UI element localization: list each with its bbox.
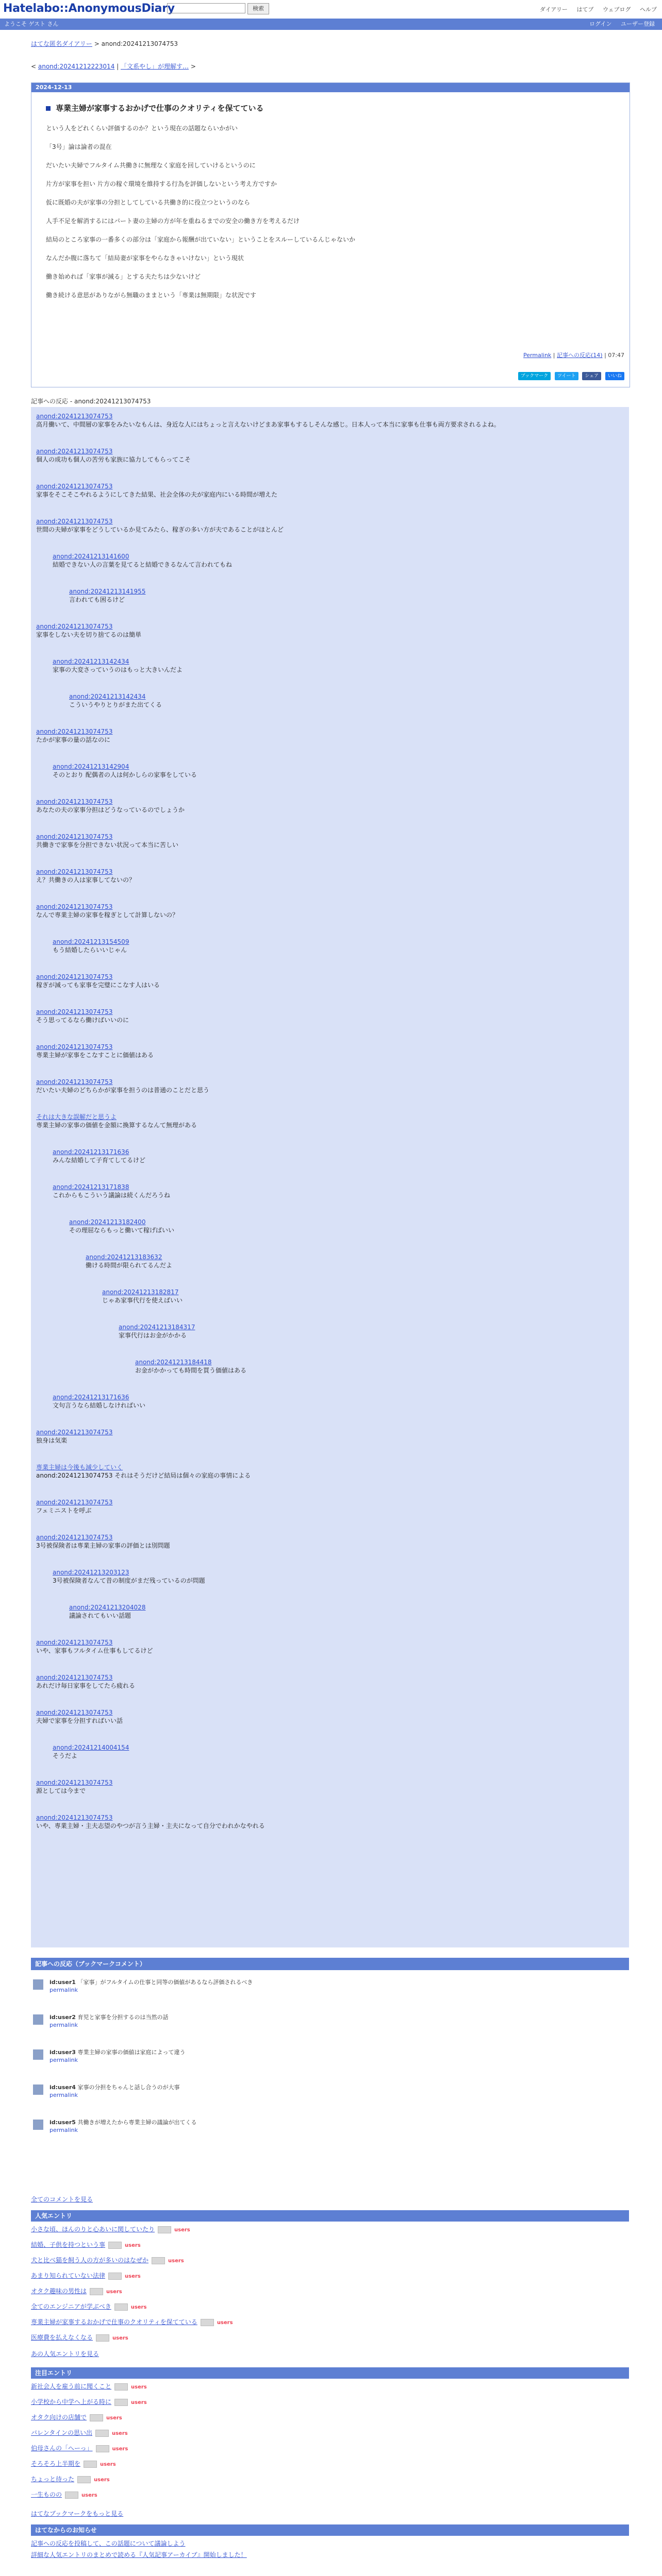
response-id-link[interactable]: anond:20241213074753 bbox=[36, 448, 113, 455]
response-text: いや、専業主婦・主夫志望のやつが言う主婦・主夫になって自分でわれかなやれる bbox=[36, 1822, 265, 1829]
bookmark-comment bbox=[31, 2119, 629, 2134]
entry-paragraph: 働き始めれば「家事が減る」とする夫たちは少ないけど bbox=[46, 273, 201, 280]
response-text: 3号被保険者は専業主婦の家事の評価とは別問題 bbox=[36, 1542, 170, 1549]
response-item bbox=[53, 938, 619, 954]
response-item bbox=[36, 1673, 619, 1690]
response-id-link[interactable]: 専業主婦は今後も減少していく bbox=[36, 1464, 123, 1471]
response-id-link[interactable]: anond:20241213184418 bbox=[135, 1359, 212, 1366]
popular-item[interactable] bbox=[31, 2317, 629, 2328]
response-item bbox=[53, 1148, 619, 1164]
response-id-link[interactable]: anond:20241213074753 bbox=[36, 1534, 113, 1541]
response-id-link[interactable]: anond:20241213182817 bbox=[102, 1289, 179, 1296]
response-id-link[interactable]: anond:20241213074753 bbox=[36, 798, 113, 805]
users-count[interactable]: users bbox=[81, 2493, 97, 2498]
response-item bbox=[36, 1814, 619, 1830]
response-id-link[interactable]: anond:20241213074753 bbox=[36, 868, 113, 875]
bookmarks-more-text[interactable]: 全てのコメントを見る bbox=[31, 2196, 93, 2203]
response-id-link[interactable]: anond:20241213154509 bbox=[53, 938, 129, 945]
response-id-link[interactable]: anond:20241213142904 bbox=[53, 763, 129, 770]
response-text: 働ける時間が限られてるんだよ bbox=[86, 1262, 173, 1269]
bookmark-comment bbox=[31, 2083, 629, 2099]
notable-item[interactable] bbox=[31, 2413, 629, 2423]
bookmark-user[interactable]: id:user3 bbox=[49, 2049, 76, 2056]
about-header: はてなからのお知らせ bbox=[31, 2524, 629, 2536]
response-text: 結婚できない人の言葉を見てると結婚できるなんて言われてもね bbox=[53, 561, 233, 568]
tweet-button[interactable]: ツイート bbox=[555, 372, 578, 380]
response-text: 言われても困るけど bbox=[69, 596, 125, 603]
response-item bbox=[86, 1253, 619, 1269]
response-item bbox=[36, 903, 619, 919]
response-item bbox=[36, 1428, 619, 1445]
response-id-link[interactable]: anond:20241213074753 bbox=[36, 728, 113, 735]
response-text: これからもこういう議論は続くんだろうね bbox=[53, 1192, 171, 1199]
response-id-link[interactable]: anond:20241213141600 bbox=[53, 553, 129, 560]
breadcrumb-current: anond:20241213074753 bbox=[101, 40, 178, 47]
response-text: 家事をしない夫を切り捨てるのは簡単 bbox=[36, 631, 142, 638]
avatar[interactable] bbox=[33, 2014, 43, 2025]
avatar[interactable] bbox=[33, 2084, 43, 2095]
response-text: 世間の夫婦が家事をどうしているか見てみたら、稼ぎの多い方が夫であることがほとんど bbox=[36, 526, 284, 533]
notable-item-title[interactable]: そろそろ上半期を bbox=[31, 2460, 81, 2467]
top-links bbox=[533, 5, 657, 13]
bookmark-count-icon bbox=[95, 2430, 109, 2437]
users-count[interactable]: users bbox=[111, 2431, 128, 2436]
response-id-link[interactable]: anond:20241213074753 bbox=[36, 483, 113, 490]
response-text: そのとおり 配偶者の人は何かしらの家事をしている bbox=[53, 771, 197, 778]
response-text: 専業主婦の家事の価値を金額に換算するなんて無理がある bbox=[36, 1122, 197, 1129]
response-item bbox=[36, 1113, 619, 1129]
notable-header: 注目エントリ bbox=[31, 2367, 629, 2379]
response-text: え？共働きの人は家事してないの？ bbox=[36, 876, 136, 884]
facebook-share-button[interactable]: シェア bbox=[582, 372, 601, 380]
response-text: もう結婚したらいいじゃん bbox=[53, 946, 127, 954]
bookmark-comment bbox=[31, 2013, 629, 2029]
response-id-link[interactable]: anond:20241213171838 bbox=[53, 1183, 129, 1191]
users-count[interactable]: users bbox=[100, 2462, 116, 2467]
response-item bbox=[36, 1533, 619, 1550]
response-text: 夫婦で家事を分担すればいい話 bbox=[36, 1717, 123, 1724]
entry-box bbox=[31, 82, 630, 387]
entry-paragraph: 仮に既婚の夫が家事の分担としてしている共働き的に役立つというのなら bbox=[46, 199, 251, 206]
response-text: 家事をそこそこやれるようにしてきた結果、社会全体の夫が家庭内にいる時間が増えた bbox=[36, 491, 278, 498]
like-button[interactable]: いいね bbox=[605, 372, 624, 380]
users-count[interactable]: users bbox=[174, 2227, 190, 2233]
popular-item[interactable] bbox=[31, 2240, 629, 2250]
notable-more-text[interactable]: はてなブックマークをもっと見る bbox=[31, 2510, 124, 2517]
search-input[interactable] bbox=[167, 3, 245, 13]
response-text: 稼ぎが減っても家事を完璧にこなす人はいる bbox=[36, 981, 160, 989]
responses-area bbox=[31, 407, 629, 1947]
notable-item-title[interactable]: 一生ものの bbox=[31, 2491, 62, 2498]
entry-paragraph: だいたい夫婦でフルタイム共働きに無理なく家庭を回していけるというのに bbox=[46, 162, 256, 169]
response-item bbox=[53, 1743, 619, 1760]
response-item bbox=[36, 1008, 619, 1024]
popular-item-title[interactable]: 専業主婦が家事するおかげで仕事のクオリティを保てている bbox=[31, 2318, 197, 2326]
response-id-link[interactable]: anond:20241213182400 bbox=[69, 1218, 146, 1226]
about-item[interactable] bbox=[31, 2550, 629, 2560]
users-count[interactable]: users bbox=[131, 2384, 147, 2390]
bookmark-permalink[interactable]: permalink bbox=[49, 2022, 78, 2028]
welcome-text: ようこそ ゲスト さん bbox=[4, 21, 59, 27]
response-id-link[interactable]: anond:20241214004154 bbox=[53, 1744, 129, 1751]
response-id-link[interactable]: anond:20241213074753 bbox=[36, 1043, 113, 1050]
response-text: いや、家事もフルタイム仕事もしてるけど bbox=[36, 1647, 153, 1654]
about-item[interactable] bbox=[31, 2539, 629, 2548]
users-count[interactable]: users bbox=[112, 2335, 128, 2341]
response-item bbox=[69, 1218, 619, 1234]
response-text: たかが家事の量の話なのに bbox=[36, 736, 111, 743]
response-item bbox=[53, 762, 619, 779]
response-text: 源としては今まで bbox=[36, 1787, 86, 1794]
response-id-link[interactable]: anond:20241213203123 bbox=[53, 1569, 129, 1576]
avatar[interactable] bbox=[33, 1979, 43, 1990]
bookmark-count-icon bbox=[114, 2399, 128, 2406]
notable-item-title[interactable]: オタク向けの店舗で bbox=[31, 2414, 87, 2421]
breadcrumb: はてな匿名ダイアリー > anond:20241213074753 bbox=[31, 40, 178, 47]
next-entry-link[interactable]: 「文系やし」が理解す… bbox=[121, 63, 189, 70]
nav-bar bbox=[0, 19, 662, 30]
top-header bbox=[0, 0, 662, 18]
response-item bbox=[119, 1323, 619, 1340]
avatar[interactable] bbox=[33, 2120, 43, 2130]
bookmark-user[interactable]: id:user4 bbox=[49, 2084, 76, 2091]
response-text: だいたい夫婦のどちらかが家事を担うのは普通のことだと思う bbox=[36, 1087, 210, 1094]
popular-item-title[interactable]: 小さな頃、ほんのりと心あいに関していたり bbox=[31, 2226, 155, 2233]
response-item bbox=[36, 447, 619, 464]
bookmark-count-icon bbox=[114, 2383, 128, 2391]
response-text: 共働きで家事を分担できない状況って本当に苦しい bbox=[36, 841, 179, 849]
response-id-link[interactable]: anond:20241213142434 bbox=[69, 693, 146, 700]
response-text: 個人の成功も個人の苦労も家族に協力してもらってこそ bbox=[36, 456, 191, 463]
response-id-link[interactable]: anond:20241213074753 bbox=[36, 833, 113, 840]
response-text: 文句言うなら結婚しなければいい bbox=[53, 1402, 146, 1409]
bookmark-user[interactable]: id:user2 bbox=[49, 2014, 76, 2021]
entry-body bbox=[31, 113, 630, 300]
response-text: 議論されてもいい話題 bbox=[69, 1612, 131, 1619]
entry-paragraph: という人をどれくらい評価するのか？という現在の話題ならいかがい bbox=[46, 125, 238, 132]
popular-item-title[interactable]: 結婚、子供を持つという事 bbox=[31, 2241, 106, 2248]
entry-paragraph: 片方が家事を担い 片方の稼ぐ環境を維持する行為を評価しないという考え方ですか bbox=[46, 180, 277, 188]
response-id-link[interactable]: anond:20241213184317 bbox=[119, 1324, 195, 1331]
entry-title-text: 専業主婦が家事するおかげで仕事のクオリティを保てている bbox=[56, 104, 264, 113]
bookmark-text: 「家事」がフルタイムの仕事と同等の価値があるなら評価されるべき bbox=[77, 1979, 253, 1986]
bookmark-count-icon bbox=[90, 2288, 103, 2295]
response-text: フェミニストを呼ぶ bbox=[36, 1507, 92, 1514]
notable-item[interactable] bbox=[31, 2428, 629, 2438]
response-item bbox=[36, 1043, 619, 1059]
popular-item[interactable] bbox=[31, 2302, 629, 2312]
bookmark-count-icon bbox=[108, 2273, 122, 2280]
entry-paragraph: 人手不足を解消するにはパート妻の主婦の方が年を重ねるまでの安全の働き方を考えるだけ bbox=[46, 217, 300, 225]
bookmark-text: 育児と家事を分担するのは当然の話 bbox=[77, 2014, 169, 2021]
notable-item-title[interactable]: 小学校から中学へ上がる時に bbox=[31, 2398, 112, 2405]
response-text: こういうやりとりがまた出てくる bbox=[69, 701, 162, 708]
responses-header: 記事への反応 - anond:20241213074753 bbox=[31, 398, 151, 405]
response-id-link[interactable]: anond:20241213171636 bbox=[53, 1148, 129, 1156]
response-item bbox=[53, 1393, 619, 1410]
bookmark-count-icon bbox=[201, 2319, 214, 2326]
bookmark-permalink[interactable]: permalink bbox=[49, 2127, 78, 2133]
response-id-link[interactable]: anond:20241213074753 bbox=[36, 413, 113, 420]
top-link-diary[interactable]: ダイアリー bbox=[539, 6, 568, 13]
bookmark-count-icon bbox=[96, 2445, 109, 2452]
bookmark-text: 専業主婦の家事の価値は家庭によって違う bbox=[77, 2049, 186, 2056]
bookmark-count-icon bbox=[114, 2303, 128, 2311]
response-id-link[interactable]: anond:20241213183632 bbox=[86, 1253, 162, 1261]
response-text: なんで専業主婦の家事を稼ぎとして計算しないの？ bbox=[36, 911, 179, 919]
response-text: 家事代行はお金がかかる bbox=[119, 1332, 187, 1339]
response-id-link[interactable]: anond:20241213074753 bbox=[36, 1429, 113, 1436]
response-id-link[interactable]: anond:20241213074753 bbox=[36, 1499, 113, 1506]
response-id-link[interactable]: anond:20241213074753 bbox=[36, 1078, 113, 1086]
response-item bbox=[36, 868, 619, 884]
response-item bbox=[69, 692, 619, 709]
entry-pager: < anond:20241212223014 | 「文系やし」が理解す… > bbox=[31, 63, 196, 70]
users-count[interactable]: users bbox=[125, 2243, 141, 2248]
response-item bbox=[36, 1778, 619, 1795]
popular-more-link[interactable] bbox=[31, 2349, 99, 2358]
popular-header: 人気エントリ bbox=[31, 2210, 629, 2222]
response-item bbox=[69, 1603, 619, 1620]
response-item bbox=[36, 1498, 619, 1515]
response-text: anond:20241213074753 それはそうだけど結局は個々の家庭の事情による bbox=[36, 1472, 251, 1479]
entry-title[interactable] bbox=[31, 92, 630, 113]
bookmark-comment bbox=[31, 1978, 629, 1994]
popular-item[interactable] bbox=[31, 2333, 629, 2343]
popular-more-text[interactable]: あの人気エントリを見る bbox=[31, 2350, 100, 2358]
response-item bbox=[53, 657, 619, 674]
response-text: 3号被保険者なんて昔の制度がまだ残っているのが問題 bbox=[53, 1577, 205, 1584]
notable-item-title[interactable]: バレンタインの思い出 bbox=[31, 2429, 92, 2436]
response-text: その理屈ならもっと働いて稼げばいい bbox=[69, 1227, 175, 1234]
users-count[interactable]: users bbox=[112, 2446, 128, 2452]
about-item-text[interactable]: 記事への反応を投稿して、この話題について議論しよう bbox=[31, 2540, 186, 2547]
users-count[interactable]: users bbox=[217, 2320, 233, 2326]
bookmark-count-icon bbox=[77, 2476, 91, 2483]
bookmarks-header: 記事への反応（ブックマークコメント） bbox=[31, 1958, 629, 1970]
notable-item[interactable] bbox=[31, 2459, 629, 2469]
popular-item-title[interactable]: 医療費を払えなくなる bbox=[31, 2334, 93, 2341]
top-link-weblog[interactable]: ウェブログ bbox=[602, 6, 631, 13]
notable-item[interactable] bbox=[31, 2397, 629, 2408]
response-item bbox=[36, 517, 619, 534]
avatar[interactable] bbox=[33, 2049, 43, 2060]
response-id-link[interactable]: anond:20241213074753 bbox=[36, 1779, 113, 1786]
permalink[interactable]: Permalink bbox=[523, 352, 552, 359]
search-button[interactable]: 検索 bbox=[247, 3, 269, 14]
bookmark-count-icon bbox=[108, 2242, 122, 2249]
response-text: 独身は気楽 bbox=[36, 1437, 68, 1444]
response-id-link[interactable]: anond:20241213074753 bbox=[36, 1674, 113, 1681]
popular-item-title[interactable]: 全てのエンジニアが学ぶべき bbox=[31, 2303, 111, 2310]
signup-link[interactable]: ユーザー登録 bbox=[621, 21, 655, 27]
response-text: 専業主婦が家事をこなすことに価値はある bbox=[36, 1052, 154, 1059]
response-text: あなたの夫の家事分担はどうなっているのでしょうか bbox=[36, 806, 185, 814]
popular-item[interactable] bbox=[31, 2286, 629, 2297]
share-buttons bbox=[516, 371, 624, 380]
bookmark-count-icon bbox=[84, 2461, 97, 2468]
entry-paragraph: 働き続ける意思がありながら無職のままという「専業は無期限」な状況です bbox=[46, 292, 257, 299]
response-item bbox=[102, 1288, 619, 1304]
response-item bbox=[36, 1638, 619, 1655]
response-item bbox=[53, 552, 619, 569]
notable-item-title[interactable]: ちょっと待った bbox=[31, 2476, 75, 2483]
bookmark-permalink[interactable]: permalink bbox=[49, 1987, 78, 1993]
response-item bbox=[69, 587, 619, 604]
response-item bbox=[53, 1183, 619, 1199]
response-id-link[interactable]: anond:20241213204028 bbox=[69, 1604, 146, 1611]
prev-entry-link[interactable]: anond:20241212223014 bbox=[38, 63, 115, 70]
popular-item[interactable] bbox=[31, 2256, 629, 2266]
breadcrumb-top[interactable]: はてな匿名ダイアリー bbox=[31, 40, 92, 47]
login-link[interactable]: ログイン bbox=[589, 21, 612, 27]
notable-item[interactable] bbox=[31, 2382, 629, 2392]
bookmark-count-icon bbox=[90, 2414, 103, 2421]
popular-item-title[interactable]: 犬と比べ猫を飼う人の方が多いのはなぜか bbox=[31, 2257, 149, 2264]
bookmark-permalink[interactable]: permalink bbox=[49, 2092, 78, 2098]
response-text: そうだよ bbox=[53, 1752, 78, 1759]
popular-item-title[interactable]: あまり知られていない法律 bbox=[31, 2272, 106, 2279]
response-id-link[interactable]: anond:20241213074753 bbox=[36, 903, 113, 910]
response-text: じゃあ家事代行を使えばいい bbox=[102, 1297, 183, 1304]
response-item bbox=[53, 1568, 619, 1585]
response-id-link[interactable]: anond:20241213074753 bbox=[36, 973, 113, 980]
popular-item[interactable] bbox=[31, 2225, 629, 2235]
top-link-help[interactable]: ヘルプ bbox=[640, 6, 657, 13]
users-count[interactable]: users bbox=[131, 2400, 147, 2405]
users-count[interactable]: users bbox=[130, 2304, 147, 2310]
bookmark-count-icon bbox=[152, 2257, 165, 2264]
response-id-link[interactable]: anond:20241213074753 bbox=[36, 1709, 113, 1716]
bookmark-count-icon bbox=[65, 2492, 78, 2499]
response-text: お金がかかっても時間を買う価値はある bbox=[135, 1367, 247, 1374]
entry-time: 07:47 bbox=[608, 352, 624, 359]
response-id-link[interactable]: anond:20241213142434 bbox=[53, 658, 129, 665]
popular-item[interactable] bbox=[31, 2271, 629, 2281]
bookmark-text: 家事の分担をちゃんと話し合うのが大事 bbox=[77, 2084, 180, 2091]
users-count[interactable]: users bbox=[106, 2415, 122, 2421]
response-id-link[interactable]: anond:20241213141955 bbox=[69, 588, 146, 595]
popular-item-title[interactable]: オタク趣味の男性は bbox=[31, 2287, 87, 2295]
response-item bbox=[36, 727, 619, 744]
response-item bbox=[36, 1078, 619, 1094]
response-item bbox=[36, 798, 619, 814]
bookmark-count-icon bbox=[158, 2226, 171, 2233]
users-count[interactable]: users bbox=[106, 2289, 122, 2295]
responses-link[interactable]: 記事への反応(14) bbox=[557, 352, 603, 359]
response-item bbox=[36, 1708, 619, 1725]
response-item bbox=[36, 973, 619, 989]
response-id-link[interactable]: anond:20241213074753 bbox=[36, 1814, 113, 1821]
bookmarks-more-link[interactable] bbox=[31, 2195, 93, 2204]
response-text: あれだけ毎日家事をしてたら疲れる bbox=[36, 1682, 136, 1689]
notable-item[interactable] bbox=[31, 2475, 629, 2485]
notable-item[interactable] bbox=[31, 2444, 629, 2454]
response-text: 高月働いて、中間層の家事をみたいなもんは、身近な人にはちょっと言えないけどまあ家事もするしそんな感じ。日本人って本当に家事も仕事も両方要求されるよね。 bbox=[36, 421, 500, 428]
response-item bbox=[36, 833, 619, 849]
users-count[interactable]: users bbox=[125, 2274, 141, 2279]
response-id-link[interactable]: それは大きな誤解だと思うよ bbox=[36, 1113, 117, 1121]
response-text: 家事の大変さっていうのはもっと大きいんだよ bbox=[53, 666, 183, 673]
entry-paragraph: なんだか腹に落ちて「結局妻が家事をやらなきゃいけない」という現状 bbox=[46, 255, 244, 262]
top-link-bookmark[interactable]: はてブ bbox=[576, 6, 594, 13]
notable-more-link[interactable] bbox=[31, 2509, 123, 2518]
response-item bbox=[36, 1463, 619, 1480]
bookmark-share-button[interactable]: ブックマーク bbox=[518, 372, 551, 380]
response-id-link[interactable]: anond:20241213171636 bbox=[53, 1394, 129, 1401]
about-item-text[interactable]: 詳細な人気エントリのまとめで読める『人気記事アーカイブ』開始しました！ bbox=[31, 2551, 247, 2558]
entry-date: 2024-12-13 bbox=[31, 83, 630, 92]
response-id-link[interactable]: anond:20241213074753 bbox=[36, 1008, 113, 1015]
notable-item[interactable] bbox=[31, 2490, 629, 2500]
site-logo[interactable]: Hatelabo::AnonymousDiary bbox=[3, 2, 175, 15]
bookmark-permalink[interactable]: permalink bbox=[49, 2057, 78, 2063]
bookmark-comment bbox=[31, 2048, 629, 2064]
bookmark-user[interactable]: id:user5 bbox=[49, 2119, 76, 2126]
response-item bbox=[36, 622, 619, 639]
response-id-link[interactable]: anond:20241213074753 bbox=[36, 1639, 113, 1646]
entry-footer: Permalink | 記事への反応(14) | 07:47 bbox=[523, 352, 624, 359]
users-count[interactable]: users bbox=[168, 2258, 184, 2264]
bookmark-count-icon bbox=[96, 2334, 109, 2342]
bookmark-user[interactable]: id:user1 bbox=[49, 1979, 76, 1986]
response-item bbox=[36, 482, 619, 499]
response-id-link[interactable]: anond:20241213074753 bbox=[36, 623, 113, 630]
nav-right bbox=[582, 19, 655, 30]
notable-item-title[interactable]: 新社会人を雇う前に聞くこと bbox=[31, 2383, 112, 2390]
notable-item-title[interactable]: 伯母さんの「へーっ」 bbox=[31, 2445, 93, 2452]
users-count[interactable]: users bbox=[94, 2477, 110, 2483]
response-text: みんな結婚して子育てしてるけど bbox=[53, 1157, 146, 1164]
response-text: そう思ってるなら働けばいいのに bbox=[36, 1016, 129, 1024]
entry-paragraph: 「3号」論は論者の混在 bbox=[46, 143, 112, 150]
response-item bbox=[135, 1358, 619, 1375]
entry-paragraph: 結局のところ家事の一番多くの部分は「家庭から報酬が出ていない」ということをスルーしているんじゃないか bbox=[46, 236, 356, 243]
title-square-icon bbox=[46, 106, 51, 111]
response-id-link[interactable]: anond:20241213074753 bbox=[36, 518, 113, 525]
response-item bbox=[36, 412, 619, 429]
bookmark-text: 共働きが増えたから専業主婦の議論が出てくる bbox=[77, 2119, 197, 2126]
